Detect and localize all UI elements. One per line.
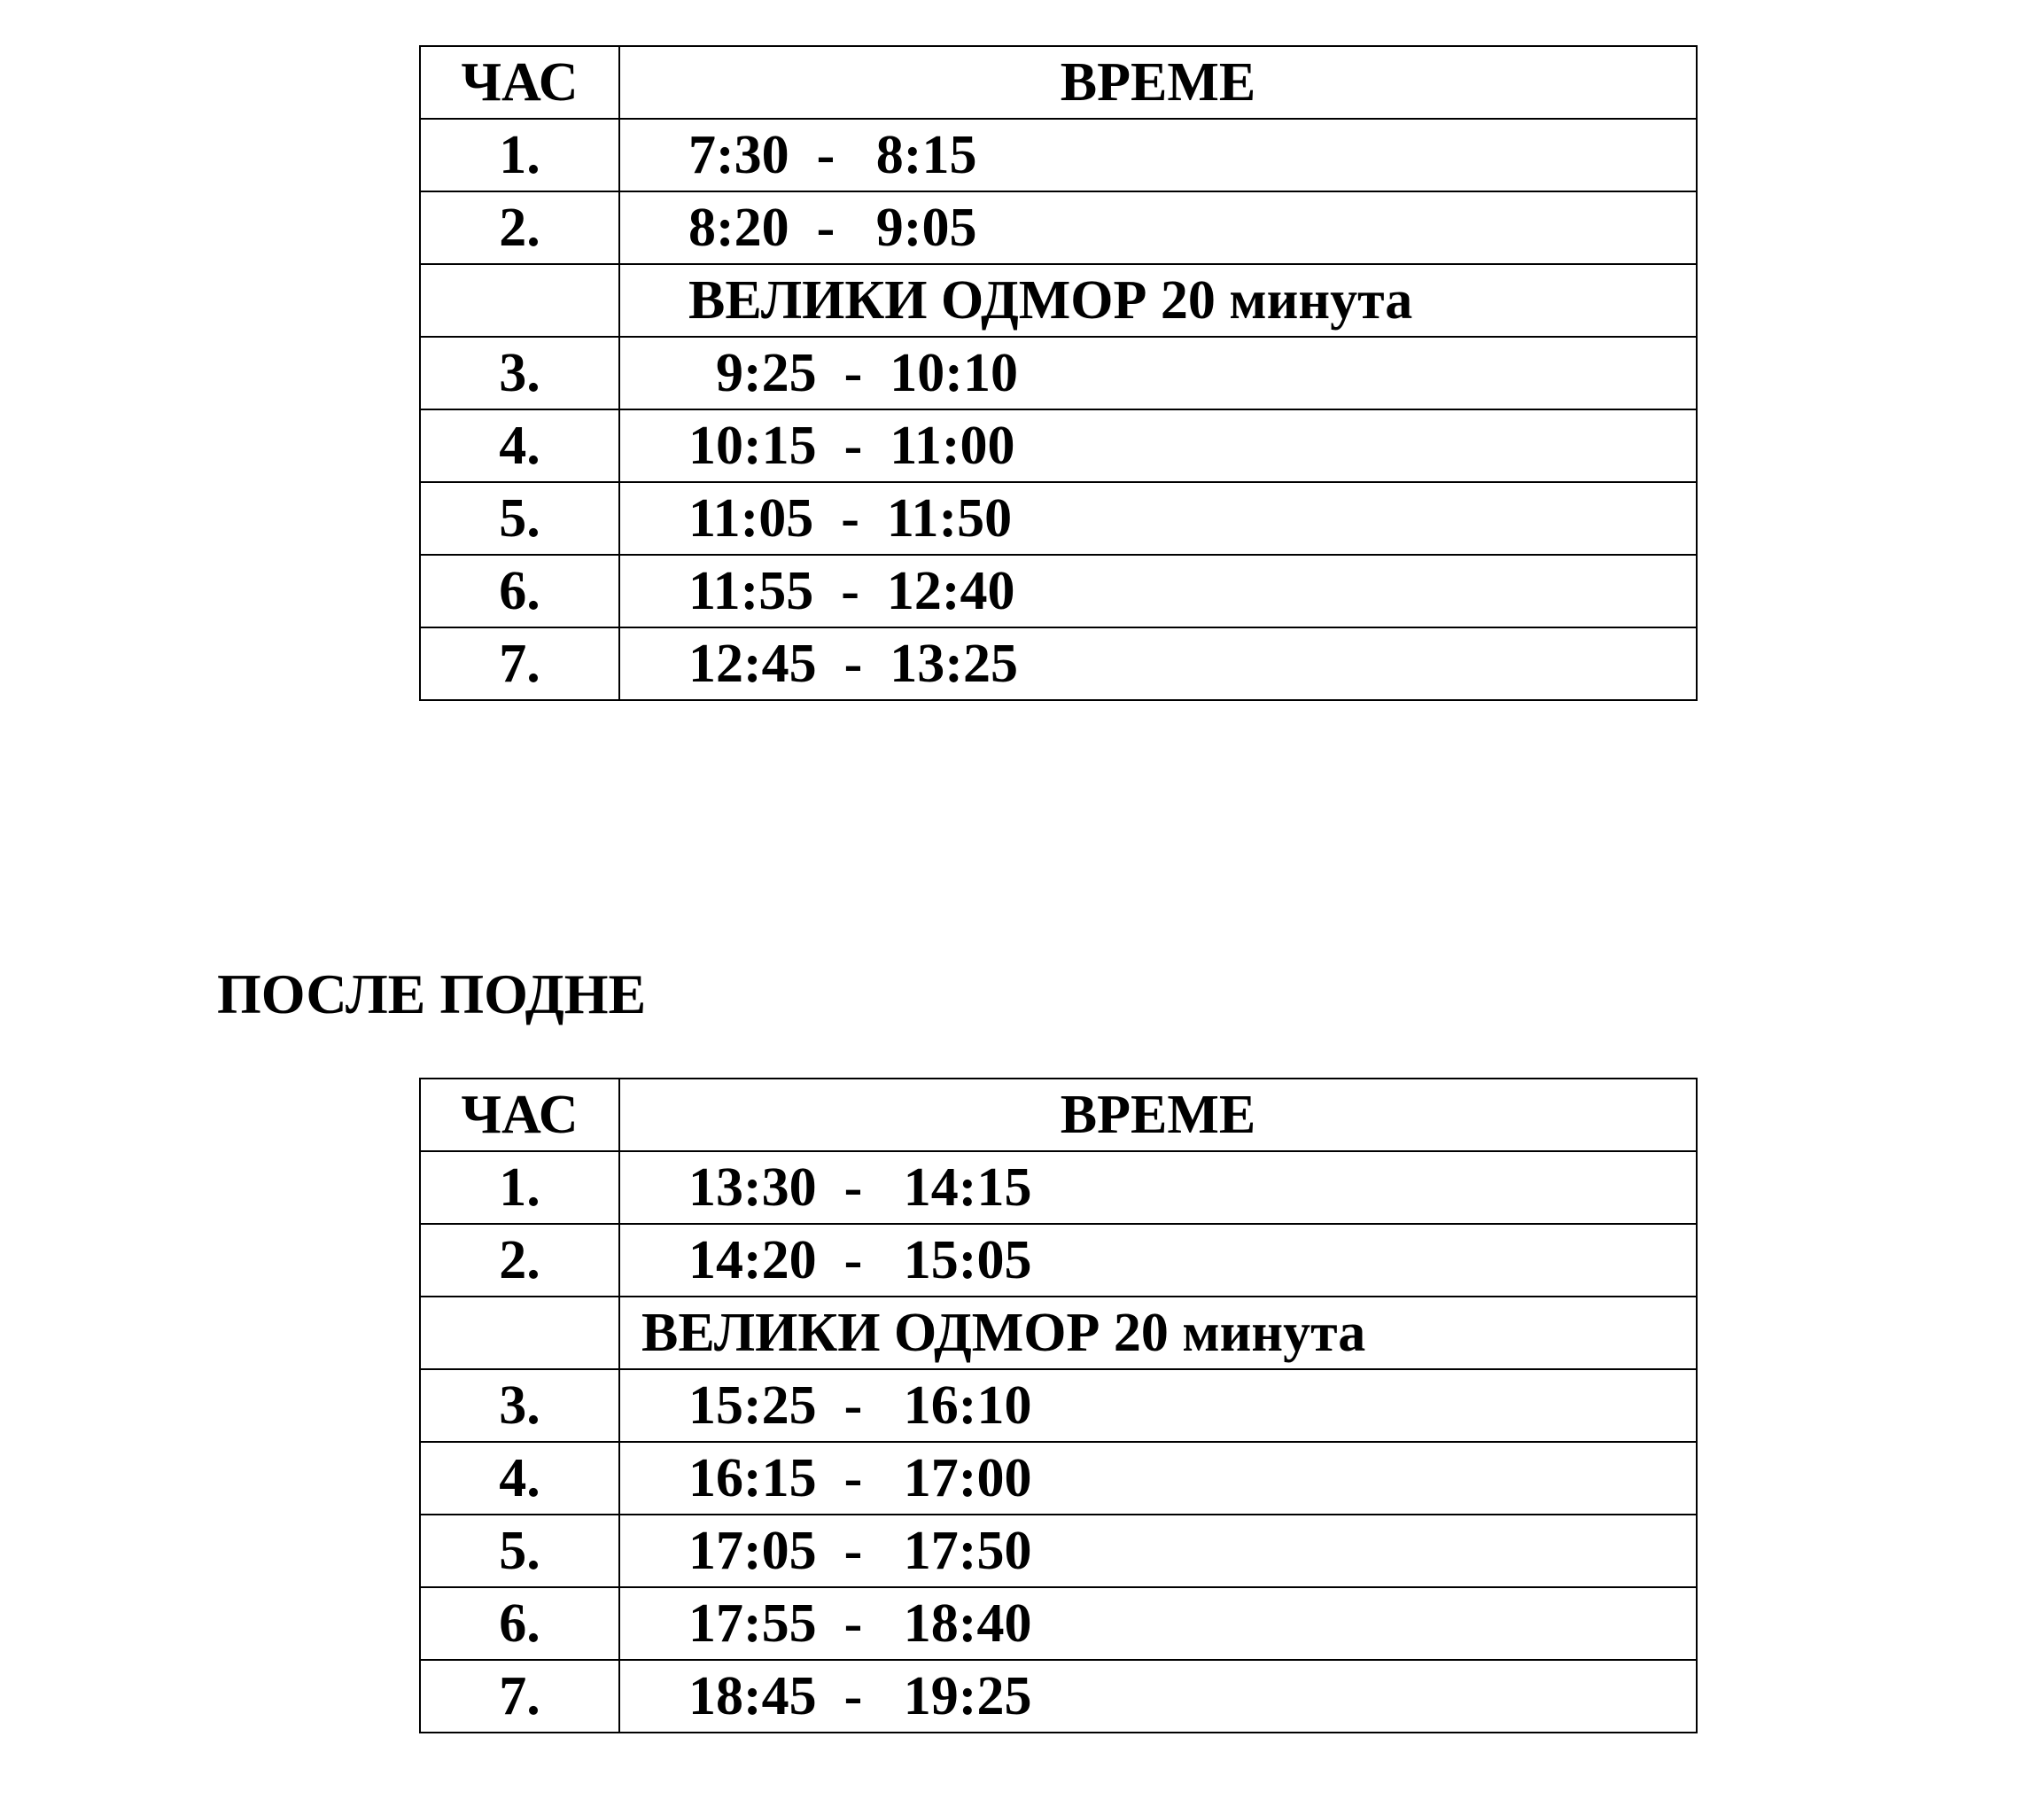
break-label: ВЕЛИКИ ОДМОР 20 минута xyxy=(619,264,1697,337)
table-header-row xyxy=(420,1079,1697,1151)
hour-number: 2. xyxy=(420,191,619,264)
table-row xyxy=(420,337,1697,409)
time-range: 11:05 - 11:50 xyxy=(619,482,1697,555)
time-range: 7:30 - 8:15 xyxy=(619,119,1697,191)
time-range: 16:15 - 17:00 xyxy=(619,1442,1697,1515)
hour-number: 4. xyxy=(420,1442,619,1515)
header-time: ВРЕМЕ xyxy=(619,46,1697,119)
hour-number xyxy=(420,264,619,337)
table-header-row xyxy=(420,46,1697,119)
table-row xyxy=(420,1587,1697,1660)
table-row xyxy=(420,409,1697,482)
time-range: 13:30 - 14:15 xyxy=(619,1151,1697,1224)
header-hour: ЧАС xyxy=(420,46,619,119)
time-range: 15:25 - 16:10 xyxy=(619,1369,1697,1442)
table-row xyxy=(420,1369,1697,1442)
hour-number: 1. xyxy=(420,1151,619,1224)
table-row xyxy=(420,119,1697,191)
header-hour: ЧАС xyxy=(420,1079,619,1151)
hour-number: 6. xyxy=(420,1587,619,1660)
table-row xyxy=(420,1660,1697,1733)
table-row xyxy=(420,482,1697,555)
hour-number: 1. xyxy=(420,119,619,191)
hour-number: 2. xyxy=(420,1224,619,1297)
time-range: 18:45 - 19:25 xyxy=(619,1660,1697,1733)
hour-number: 5. xyxy=(420,1515,619,1587)
time-range: 17:55 - 18:40 xyxy=(619,1587,1697,1660)
hour-number: 3. xyxy=(420,337,619,409)
time-range: 9:25 - 10:10 xyxy=(619,337,1697,409)
afternoon-schedule-table xyxy=(419,1078,1698,1733)
afternoon-section-title: ПОСЛЕ ПОДНЕ xyxy=(217,962,647,1025)
header-time: ВРЕМЕ xyxy=(619,1079,1697,1151)
hour-number: 3. xyxy=(420,1369,619,1442)
time-range: 11:55 - 12:40 xyxy=(619,555,1697,627)
time-range: 12:45 - 13:25 xyxy=(619,627,1697,700)
morning-schedule-table xyxy=(419,45,1698,701)
break-label: ВЕЛИКИ ОДМОР 20 минута xyxy=(619,1297,1697,1369)
time-range: 8:20 - 9:05 xyxy=(619,191,1697,264)
hour-number: 4. xyxy=(420,409,619,482)
table-row xyxy=(420,1442,1697,1515)
table-row xyxy=(420,1224,1697,1297)
hour-number: 7. xyxy=(420,627,619,700)
time-range: 17:05 - 17:50 xyxy=(619,1515,1697,1587)
break-row xyxy=(420,264,1697,337)
time-range: 10:15 - 11:00 xyxy=(619,409,1697,482)
table-row xyxy=(420,191,1697,264)
table-row xyxy=(420,1515,1697,1587)
break-row xyxy=(420,1297,1697,1369)
table-row xyxy=(420,627,1697,700)
table-row xyxy=(420,1151,1697,1224)
hour-number: 7. xyxy=(420,1660,619,1733)
time-range: 14:20 - 15:05 xyxy=(619,1224,1697,1297)
hour-number: 6. xyxy=(420,555,619,627)
hour-number xyxy=(420,1297,619,1369)
hour-number: 5. xyxy=(420,482,619,555)
table-row xyxy=(420,555,1697,627)
